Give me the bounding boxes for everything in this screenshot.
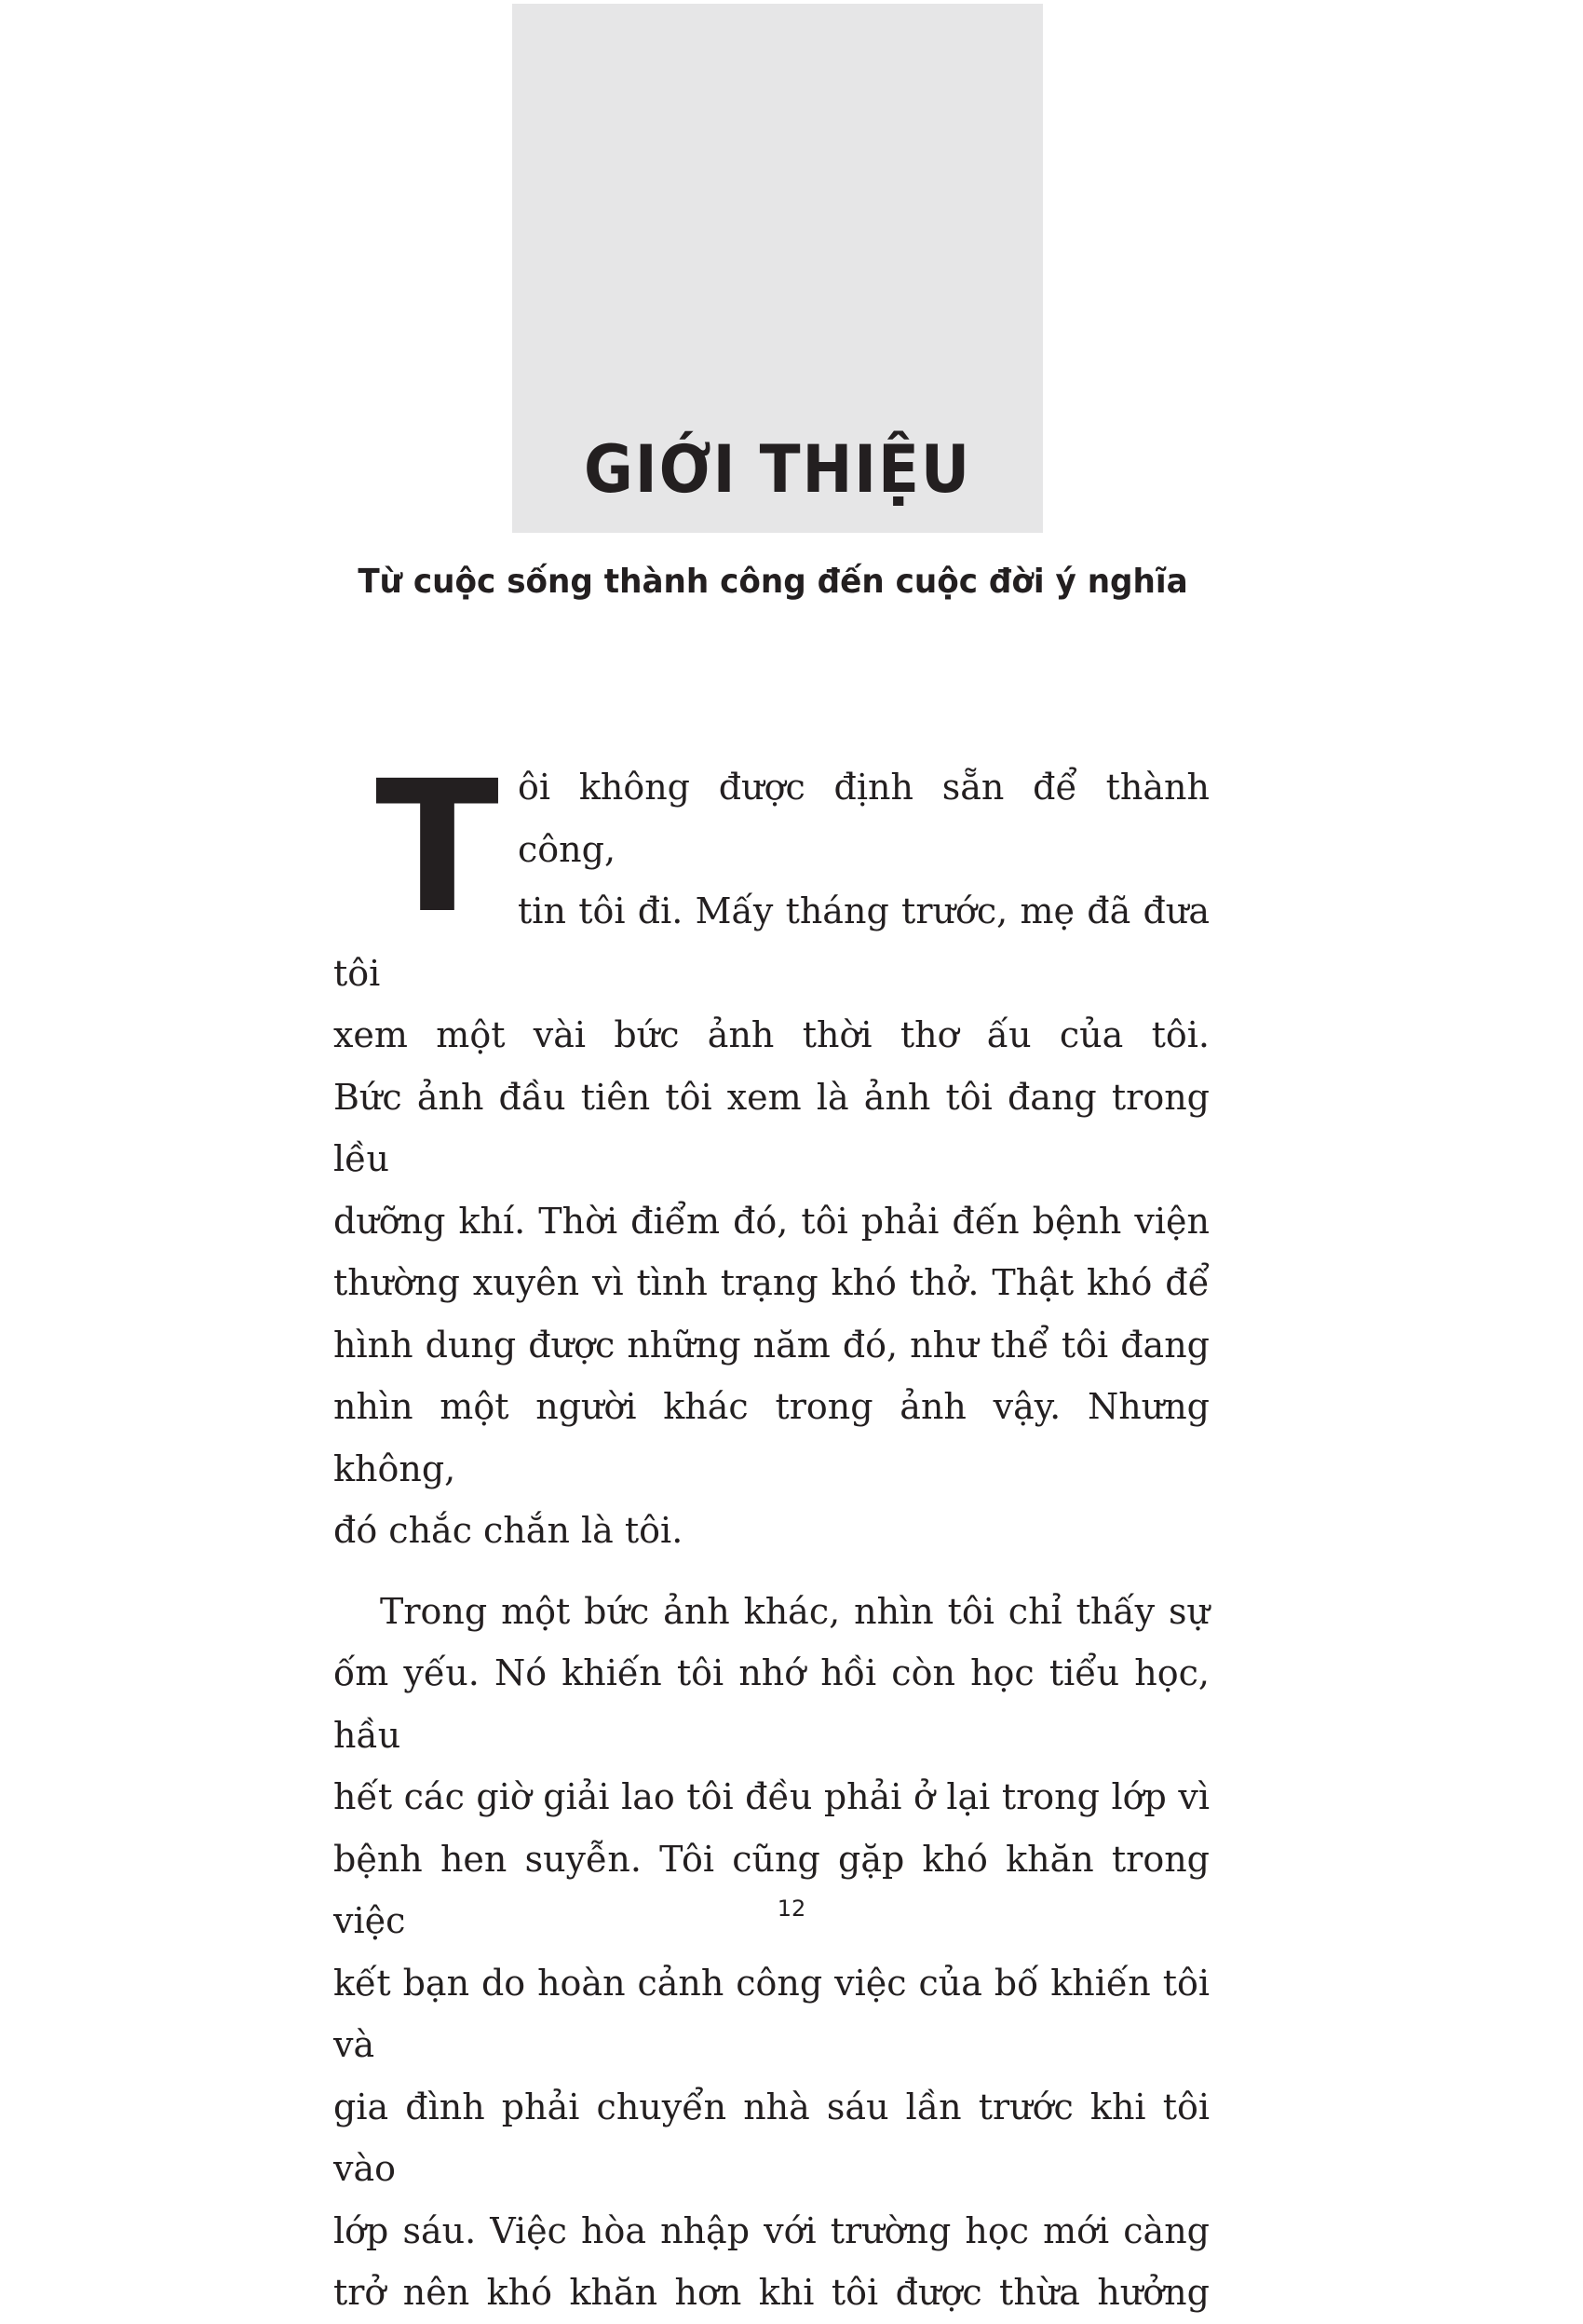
body-text xyxy=(333,741,1210,2324)
paragraph-line: dưỡng khí. Thời điểm đó, tôi phải đến bệnh viện xyxy=(333,1200,1210,1242)
paragraph-line: Bức ảnh đầu tiên tôi xem là ảnh tôi đang trong lều xyxy=(333,1076,1210,1179)
paragraph-line: tin tôi đi. Mấy tháng trước, mẹ đã đưa tôi xyxy=(333,890,1210,994)
paragraph-line: ốm yếu. Nó khiến tôi nhớ hồi còn học tiểu học, hầu xyxy=(333,1652,1210,1756)
paragraph-line: lớp sáu. Việc hòa nhập với trường học mới càng xyxy=(333,2209,1210,2251)
paragraph-line: hình dung được những năm đó, như thể tôi đang xyxy=(333,1324,1210,1366)
chapter-title-box xyxy=(512,4,1043,533)
chapter-subtitle: Từ cuộc sống thành công đến cuộc đời ý nghĩa xyxy=(358,563,1188,601)
paragraph-line: hết các giờ giải lao tôi đều phải ở lại trong lớp vì xyxy=(333,1776,1210,1817)
paragraph-line: xem một vài bức ảnh thời thơ ấu của tôi. xyxy=(333,1014,1210,1055)
paragraph-line: trở nên khó khăn hơn khi tôi được thừa hưởng xyxy=(333,2272,1210,2313)
paragraph-2 xyxy=(333,1581,1210,2324)
chapter-title: GIỚI THIỆU xyxy=(584,431,971,508)
paragraph-line: ôi không được định sẵn để thành công, xyxy=(518,767,1210,870)
paragraph-line: nhìn một người khác trong ảnh vậy. Nhưng không, xyxy=(333,1386,1210,1489)
paragraph-line: bệnh hen suyễn. Tôi cũng gặp khó khăn trong việc xyxy=(333,1838,1210,1941)
drop-cap: T xyxy=(375,741,500,953)
paragraph-line: kết bạn do hoàn cảnh công việc của bố khiến tôi và xyxy=(333,1962,1210,2065)
page-number: 12 xyxy=(777,1896,806,1922)
paragraph-line-text: Trong một bức ảnh khác, nhìn tôi chỉ thấy sự xyxy=(380,1590,1210,1632)
paragraph-line xyxy=(333,1581,1210,1643)
paragraph-line: gia đình phải chuyển nhà sáu lần trước khi tôi vào xyxy=(333,2086,1210,2189)
paragraph-line: đó chắc chắn là tôi. xyxy=(333,1510,683,1551)
paragraph-line: thường xuyên vì tình trạng khó thở. Thật khó để xyxy=(333,1262,1210,1303)
